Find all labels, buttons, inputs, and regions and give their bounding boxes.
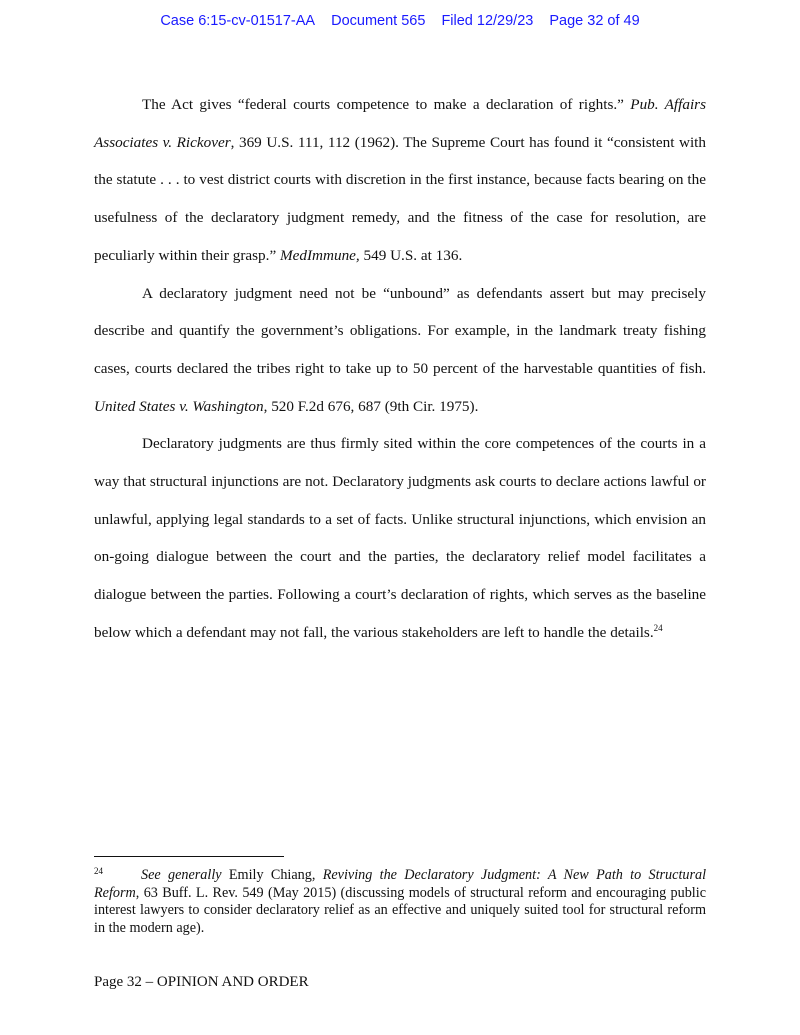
text-run: Emily Chiang, [228,867,316,883]
text-run: , 520 F.2d 676, 687 (9th Cir. 1975). [263,397,479,415]
ecf-header [0,13,800,29]
paragraph-2 [94,275,706,426]
text-run: The Act gives “federal courts competence to make a declaration of rights.” [142,96,624,113]
footnote-reference[interactable]: 24 [653,622,663,633]
text-run: A declaratory judgment need not be “unbound” as defendants assert but may precisely describe and quantify the government’s obligations. For example, in the landmark treaty fishing cases, courts declared the tribes right to take up to 50 percent of the harvestable quantities of fish. [94,284,706,377]
case-citation: Pub. Affairs Associates v. Rickover [94,96,706,151]
paragraph-3 [94,425,706,651]
article-title: Reviving the Declaratory Judgment: A New Path to Structural Reform [94,867,707,901]
footnote-number: 24 [94,866,103,876]
case-citation: MedImmune, [280,246,360,264]
footnote-divider [94,856,284,857]
paragraph-1 [94,86,706,275]
opinion-body [94,86,706,652]
signal-phrase: See generally [141,867,222,883]
case-citation: United States v. Washington [94,397,264,415]
page-count: Page 32 of 49 [549,13,640,29]
text-run: , 369 U.S. 111, 112 (1962). The Supreme Court has found it “consistent with the statute . . . to vest district courts with discretion in the first instance, because facts bearing on the usefulness of the declaratory judgment remedy, and the fitness of the case for resolution, are peculiarly within their grasp.” [94,133,706,264]
text-run: Declaratory judgments are thus firmly sited within the core competences of the courts in a way that structural injunctions are not. Declaratory judgments ask courts to declare actions lawful or unlawful, applying legal standards to a set of facts. Unlike structural injunctions, which envision an on-going dialogue between the court and the parties, the declaratory relief model facilitates a dialogue between the parties. Following a court’s declaration of rights, which serves as the baseline below which a defendant may not fall, the various stakeholders are left to handle the details. [94,435,706,641]
page-footer: Page 32 – OPINION AND ORDER [94,974,309,990]
filed-date: Filed 12/29/23 [441,13,534,29]
document-number: Document 565 [331,13,426,29]
text-run: , 63 Buff. L. Rev. 549 (May 2015) (discussing models of structural reform and encouraging public interest lawyers to consider declaratory relief as an effective and uniquely suited tool for structural reform in the modern age). [94,884,706,936]
text-run: 549 U.S. at 136. [363,246,463,264]
footnote-24 [94,867,706,937]
case-number: Case 6:15-cv-01517-AA [160,13,316,29]
